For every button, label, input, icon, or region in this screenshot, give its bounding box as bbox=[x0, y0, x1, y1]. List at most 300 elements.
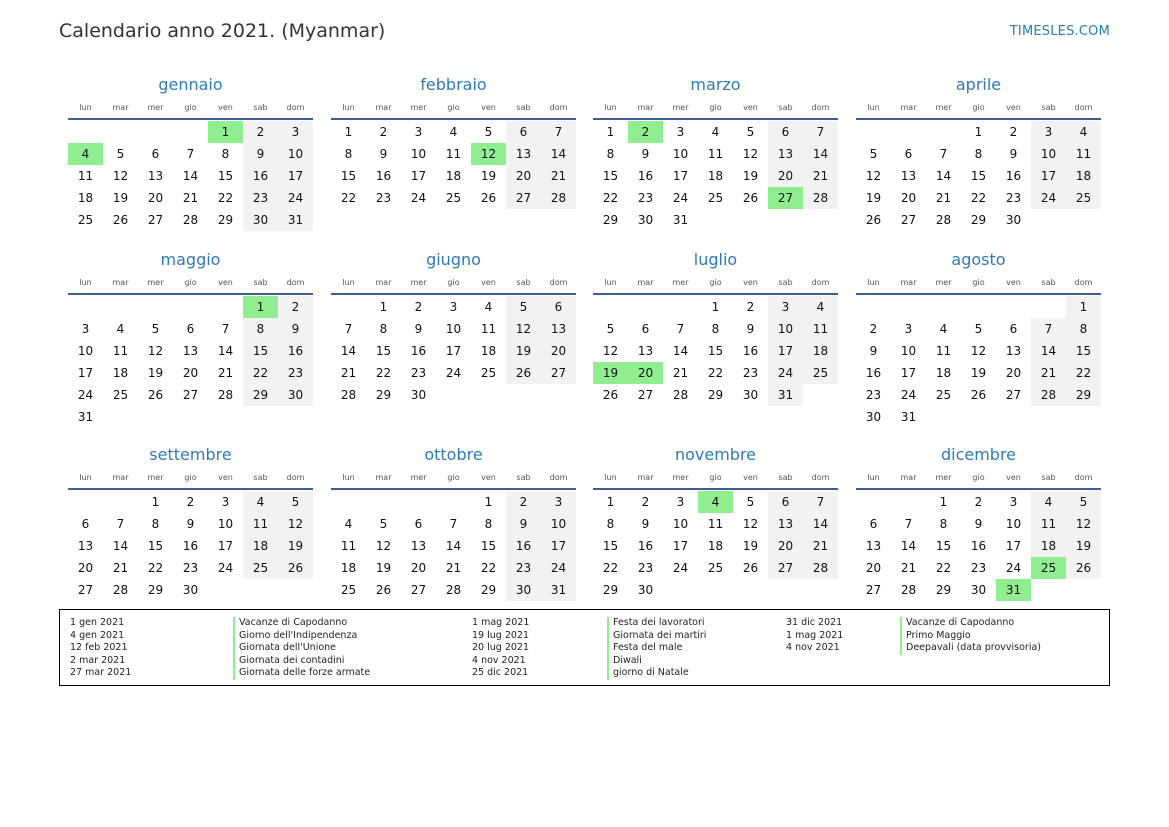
day-cell: 27 bbox=[77, 583, 94, 597]
weekday-label: gio bbox=[709, 277, 722, 287]
weekday-label: ven bbox=[1006, 472, 1021, 482]
day-cell: 26 bbox=[112, 213, 129, 227]
day-cell: 7 bbox=[803, 491, 838, 513]
day-cell: 12 bbox=[112, 169, 129, 183]
day-cell: 15 bbox=[935, 539, 952, 553]
legend-holiday-name: Deepavali (data provvisoria) bbox=[900, 642, 1041, 655]
day-cell: 8 bbox=[243, 318, 278, 340]
weekday-label: mar bbox=[637, 277, 654, 287]
day-cell: 3 bbox=[221, 495, 230, 509]
day-cell: 19 bbox=[970, 366, 987, 380]
day-cell: 3 bbox=[541, 491, 576, 513]
day-cell: 15 bbox=[243, 340, 278, 362]
day-cell: 10 bbox=[541, 513, 576, 535]
day-grid bbox=[331, 296, 576, 406]
day-cell: 18 bbox=[243, 535, 278, 557]
day-cell: 4 bbox=[344, 517, 353, 531]
weekday-label: mar bbox=[900, 102, 917, 112]
day-cell: 9 bbox=[1009, 147, 1018, 161]
day-cell: 8 bbox=[484, 517, 493, 531]
weekday-header bbox=[68, 96, 313, 120]
day-cell: 16 bbox=[243, 165, 278, 187]
weekday-label: lun bbox=[867, 472, 880, 482]
day-cell: 2 bbox=[414, 300, 423, 314]
day-cell: 9 bbox=[746, 322, 755, 336]
month-name: febbraio bbox=[420, 75, 487, 94]
day-cell: 10 bbox=[217, 517, 234, 531]
day-cell: 22 bbox=[147, 561, 164, 575]
day-cell: 5 bbox=[151, 322, 160, 336]
day-cell: 25 bbox=[243, 557, 278, 579]
day-cell: 2 bbox=[1009, 125, 1018, 139]
day-cell: 20 bbox=[410, 561, 427, 575]
weekday-label: dom bbox=[549, 102, 568, 112]
empty-cell bbox=[891, 491, 926, 513]
weekday-label: dom bbox=[286, 472, 305, 482]
day-cell: 25 bbox=[707, 561, 724, 575]
day-cell: 29 bbox=[480, 583, 497, 597]
day-cell: 15 bbox=[217, 169, 234, 183]
day-cell: 9 bbox=[278, 318, 313, 340]
day-cell: 27 bbox=[410, 583, 427, 597]
day-cell: 22 bbox=[217, 191, 234, 205]
day-cell: 15 bbox=[602, 169, 619, 183]
empty-cell bbox=[103, 121, 138, 143]
day-cell: 5 bbox=[746, 125, 755, 139]
weekday-label: gio bbox=[972, 472, 985, 482]
day-cell: 26 bbox=[742, 561, 759, 575]
day-cell: 8 bbox=[151, 517, 160, 531]
day-cell: 18 bbox=[707, 539, 724, 553]
legend-holiday-name: Giornata delle forze armate bbox=[233, 667, 370, 680]
day-cell: 25 bbox=[707, 191, 724, 205]
empty-cell bbox=[208, 296, 243, 318]
holiday-day: 27 bbox=[768, 187, 803, 209]
day-cell: 11 bbox=[1031, 513, 1066, 535]
legend-names-2 bbox=[607, 617, 706, 680]
empty-cell bbox=[926, 121, 961, 143]
day-cell: 8 bbox=[606, 147, 615, 161]
day-cell: 17 bbox=[768, 340, 803, 362]
day-cell: 7 bbox=[1031, 318, 1066, 340]
day-cell: 2 bbox=[243, 121, 278, 143]
day-cell: 14 bbox=[340, 344, 357, 358]
weekday-label: lun bbox=[867, 277, 880, 287]
weekday-label: ven bbox=[743, 472, 758, 482]
day-cell: 9 bbox=[243, 143, 278, 165]
day-cell: 17 bbox=[217, 539, 234, 553]
day-cell: 30 bbox=[637, 213, 654, 227]
day-cell: 30 bbox=[637, 583, 654, 597]
page-title: Calendario anno 2021. (Myanmar) bbox=[59, 20, 386, 42]
weekday-header bbox=[331, 271, 576, 295]
site-link[interactable]: TIMESLES.COM bbox=[1009, 24, 1110, 39]
weekday-label: ven bbox=[1006, 102, 1021, 112]
day-cell: 21 bbox=[182, 191, 199, 205]
day-cell: 3 bbox=[904, 322, 913, 336]
day-cell: 8 bbox=[1066, 318, 1101, 340]
day-cell: 24 bbox=[541, 557, 576, 579]
day-cell: 27 bbox=[865, 583, 882, 597]
day-cell: 18 bbox=[480, 344, 497, 358]
day-cell: 21 bbox=[340, 366, 357, 380]
day-cell: 7 bbox=[904, 517, 913, 531]
day-cell: 24 bbox=[217, 561, 234, 575]
day-cell: 8 bbox=[606, 517, 615, 531]
day-cell: 26 bbox=[147, 388, 164, 402]
weekday-label: gio bbox=[709, 472, 722, 482]
day-cell: 3 bbox=[278, 121, 313, 143]
day-cell: 19 bbox=[112, 191, 129, 205]
day-cell: 14 bbox=[445, 539, 462, 553]
empty-cell bbox=[68, 296, 103, 318]
day-cell: 29 bbox=[707, 388, 724, 402]
day-cell: 10 bbox=[1031, 143, 1066, 165]
day-cell: 23 bbox=[375, 191, 392, 205]
weekday-header bbox=[68, 271, 313, 295]
day-cell: 24 bbox=[1005, 561, 1022, 575]
legend-holiday-name: Vacanze di Capodanno bbox=[900, 617, 1041, 630]
day-cell: 28 bbox=[182, 213, 199, 227]
day-cell: 2 bbox=[746, 300, 755, 314]
empty-cell bbox=[628, 296, 663, 318]
weekday-label: mar bbox=[900, 472, 917, 482]
day-cell: 26 bbox=[742, 191, 759, 205]
weekday-label: mer bbox=[410, 102, 427, 112]
weekday-label: mer bbox=[672, 102, 689, 112]
weekday-label: gio bbox=[447, 472, 460, 482]
day-cell: 24 bbox=[445, 366, 462, 380]
weekday-label: sab bbox=[516, 277, 531, 287]
day-cell: 20 bbox=[768, 535, 803, 557]
day-cell: 6 bbox=[1009, 322, 1018, 336]
month-novembre bbox=[593, 442, 838, 601]
day-cell: 21 bbox=[217, 366, 234, 380]
weekday-label: mar bbox=[375, 277, 392, 287]
day-cell: 20 bbox=[541, 340, 576, 362]
day-cell: 1 bbox=[151, 495, 160, 509]
empty-cell bbox=[856, 121, 891, 143]
day-cell: 13 bbox=[768, 513, 803, 535]
day-cell: 11 bbox=[1066, 143, 1101, 165]
day-cell: 7 bbox=[116, 517, 125, 531]
day-cell: 17 bbox=[672, 539, 689, 553]
day-cell: 4 bbox=[243, 491, 278, 513]
month-ottobre bbox=[331, 442, 576, 601]
holiday-day: 20 bbox=[628, 362, 663, 384]
month-name: agosto bbox=[951, 250, 1006, 269]
day-cell: 6 bbox=[186, 322, 195, 336]
day-cell: 10 bbox=[278, 143, 313, 165]
day-cell: 21 bbox=[112, 561, 129, 575]
day-cell: 4 bbox=[711, 125, 720, 139]
day-cell: 4 bbox=[803, 296, 838, 318]
day-cell: 14 bbox=[182, 169, 199, 183]
day-cell: 3 bbox=[1031, 121, 1066, 143]
weekday-label: ven bbox=[218, 472, 233, 482]
day-cell: 9 bbox=[641, 517, 650, 531]
day-cell: 18 bbox=[1066, 165, 1101, 187]
weekday-label: sab bbox=[516, 472, 531, 482]
day-cell: 19 bbox=[480, 169, 497, 183]
day-cell: 13 bbox=[768, 143, 803, 165]
legend-holiday-name: Giorno dell'Indipendenza bbox=[233, 630, 370, 643]
day-cell: 17 bbox=[900, 366, 917, 380]
weekday-label: sab bbox=[253, 277, 268, 287]
weekday-label: gio bbox=[184, 102, 197, 112]
day-cell: 23 bbox=[970, 561, 987, 575]
weekday-label: lun bbox=[604, 277, 617, 287]
empty-cell bbox=[68, 121, 103, 143]
day-cell: 22 bbox=[480, 561, 497, 575]
weekday-header bbox=[856, 466, 1101, 490]
day-cell: 22 bbox=[707, 366, 724, 380]
day-cell: 5 bbox=[484, 125, 493, 139]
empty-cell bbox=[103, 296, 138, 318]
day-grid bbox=[856, 491, 1101, 601]
day-cell: 26 bbox=[970, 388, 987, 402]
day-cell: 24 bbox=[278, 187, 313, 209]
weekday-header bbox=[856, 96, 1101, 120]
day-cell: 7 bbox=[186, 147, 195, 161]
legend-names-3 bbox=[900, 617, 1041, 655]
day-cell: 12 bbox=[506, 318, 541, 340]
day-cell: 27 bbox=[900, 213, 917, 227]
holiday-day: 1 bbox=[208, 121, 243, 143]
day-cell: 7 bbox=[803, 121, 838, 143]
weekday-label: sab bbox=[778, 277, 793, 287]
day-grid bbox=[593, 296, 838, 406]
day-cell: 2 bbox=[869, 322, 878, 336]
empty-cell bbox=[856, 491, 891, 513]
day-cell: 23 bbox=[637, 561, 654, 575]
weekday-label: mer bbox=[672, 277, 689, 287]
weekday-label: mar bbox=[637, 472, 654, 482]
legend-date: 19 lug 2021 bbox=[472, 629, 529, 641]
day-cell: 1 bbox=[974, 125, 983, 139]
day-cell: 24 bbox=[410, 191, 427, 205]
holiday-day: 12 bbox=[471, 143, 506, 165]
day-cell: 3 bbox=[676, 125, 685, 139]
day-cell: 5 bbox=[116, 147, 125, 161]
weekday-header bbox=[856, 271, 1101, 295]
day-cell: 1 bbox=[484, 495, 493, 509]
weekday-label: mar bbox=[375, 102, 392, 112]
day-cell: 19 bbox=[742, 539, 759, 553]
day-cell: 12 bbox=[970, 344, 987, 358]
day-cell: 10 bbox=[1005, 517, 1022, 531]
day-cell: 18 bbox=[803, 340, 838, 362]
day-cell: 15 bbox=[602, 539, 619, 553]
day-cell: 4 bbox=[484, 300, 493, 314]
day-cell: 8 bbox=[379, 322, 388, 336]
weekday-label: sab bbox=[778, 102, 793, 112]
day-cell: 4 bbox=[1066, 121, 1101, 143]
day-cell: 18 bbox=[935, 366, 952, 380]
day-cell: 21 bbox=[803, 535, 838, 557]
day-cell: 14 bbox=[217, 344, 234, 358]
day-cell: 6 bbox=[506, 121, 541, 143]
month-name: settembre bbox=[149, 445, 232, 464]
day-cell: 16 bbox=[1005, 169, 1022, 183]
day-cell: 23 bbox=[410, 366, 427, 380]
day-cell: 20 bbox=[506, 165, 541, 187]
day-cell: 16 bbox=[375, 169, 392, 183]
day-cell: 21 bbox=[672, 366, 689, 380]
day-cell: 23 bbox=[742, 366, 759, 380]
day-cell: 22 bbox=[375, 366, 392, 380]
empty-cell bbox=[401, 491, 436, 513]
day-cell: 29 bbox=[970, 213, 987, 227]
empty-cell bbox=[663, 296, 698, 318]
weekday-label: mar bbox=[900, 277, 917, 287]
legend-holiday-name: Festa dei lavoratori bbox=[607, 617, 706, 630]
empty-cell bbox=[173, 121, 208, 143]
day-cell: 23 bbox=[243, 187, 278, 209]
weekday-label: mer bbox=[935, 102, 952, 112]
day-cell: 30 bbox=[742, 388, 759, 402]
weekday-header bbox=[68, 466, 313, 490]
empty-cell bbox=[891, 121, 926, 143]
day-cell: 22 bbox=[1066, 362, 1101, 384]
day-cell: 17 bbox=[1031, 165, 1066, 187]
day-cell: 1 bbox=[939, 495, 948, 509]
day-cell: 27 bbox=[182, 388, 199, 402]
day-cell: 17 bbox=[1005, 539, 1022, 553]
legend-date: 2 mar 2021 bbox=[70, 654, 126, 666]
legend-date: 20 lug 2021 bbox=[472, 642, 529, 653]
day-cell: 1 bbox=[606, 125, 615, 139]
day-cell: 29 bbox=[147, 583, 164, 597]
day-cell: 12 bbox=[375, 539, 392, 553]
day-cell: 28 bbox=[445, 583, 462, 597]
day-cell: 18 bbox=[77, 191, 94, 205]
day-cell: 4 bbox=[116, 322, 125, 336]
day-grid bbox=[593, 121, 838, 231]
day-cell: 7 bbox=[449, 517, 458, 531]
weekday-label: lun bbox=[79, 277, 92, 287]
day-cell: 21 bbox=[1031, 362, 1066, 384]
legend-names-1 bbox=[233, 617, 370, 680]
day-cell: 21 bbox=[541, 165, 576, 187]
day-cell: 11 bbox=[935, 344, 952, 358]
day-cell: 6 bbox=[641, 322, 650, 336]
day-cell: 15 bbox=[340, 169, 357, 183]
day-cell: 24 bbox=[77, 388, 94, 402]
day-cell: 25 bbox=[803, 362, 838, 384]
day-cell: 27 bbox=[768, 557, 803, 579]
day-cell: 1 bbox=[711, 300, 720, 314]
month-aprile bbox=[856, 72, 1101, 231]
month-maggio bbox=[68, 247, 313, 428]
day-grid bbox=[68, 296, 313, 428]
day-cell: 31 bbox=[900, 410, 917, 424]
day-cell: 14 bbox=[112, 539, 129, 553]
day-cell: 8 bbox=[221, 147, 230, 161]
day-cell: 10 bbox=[445, 322, 462, 336]
day-cell: 14 bbox=[935, 169, 952, 183]
day-cell: 22 bbox=[602, 191, 619, 205]
legend-date: 4 nov 2021 bbox=[472, 654, 526, 666]
legend-date: 4 gen 2021 bbox=[70, 629, 125, 641]
day-cell: 12 bbox=[1066, 513, 1101, 535]
month-dicembre bbox=[856, 442, 1101, 601]
day-cell: 16 bbox=[637, 539, 654, 553]
legend-holiday-name: Giornata dei martiri bbox=[607, 630, 706, 643]
day-cell: 24 bbox=[672, 191, 689, 205]
day-cell: 25 bbox=[340, 583, 357, 597]
day-cell: 31 bbox=[541, 579, 576, 601]
day-cell: 20 bbox=[1005, 366, 1022, 380]
day-cell: 11 bbox=[707, 517, 724, 531]
day-cell: 4 bbox=[449, 125, 458, 139]
day-cell: 31 bbox=[672, 213, 689, 227]
weekday-label: sab bbox=[516, 102, 531, 112]
day-cell: 10 bbox=[672, 517, 689, 531]
empty-cell bbox=[138, 296, 173, 318]
day-cell: 17 bbox=[77, 366, 94, 380]
day-cell: 13 bbox=[1005, 344, 1022, 358]
month-name: ottobre bbox=[424, 445, 483, 464]
day-cell: 6 bbox=[869, 517, 878, 531]
day-cell: 16 bbox=[637, 169, 654, 183]
day-cell: 6 bbox=[541, 296, 576, 318]
day-cell: 26 bbox=[602, 388, 619, 402]
day-cell: 15 bbox=[970, 169, 987, 183]
day-cell: 2 bbox=[278, 296, 313, 318]
day-cell: 15 bbox=[480, 539, 497, 553]
month-name: luglio bbox=[693, 250, 738, 269]
day-cell: 29 bbox=[1066, 384, 1101, 406]
day-cell: 5 bbox=[974, 322, 983, 336]
day-cell: 14 bbox=[1031, 340, 1066, 362]
day-cell: 19 bbox=[1066, 535, 1101, 557]
day-cell: 29 bbox=[602, 583, 619, 597]
day-cell: 24 bbox=[1031, 187, 1066, 209]
day-cell: 13 bbox=[900, 169, 917, 183]
day-cell: 16 bbox=[742, 344, 759, 358]
weekday-label: gio bbox=[709, 102, 722, 112]
day-cell: 16 bbox=[278, 340, 313, 362]
holiday-legend bbox=[59, 609, 1110, 686]
weekday-label: mar bbox=[112, 102, 129, 112]
day-grid bbox=[856, 121, 1101, 231]
day-cell: 26 bbox=[1066, 557, 1101, 579]
day-cell: 14 bbox=[900, 539, 917, 553]
day-cell: 1 bbox=[344, 125, 353, 139]
day-cell: 5 bbox=[1066, 491, 1101, 513]
day-cell: 10 bbox=[672, 147, 689, 161]
weekday-label: mar bbox=[112, 277, 129, 287]
day-cell: 24 bbox=[672, 561, 689, 575]
weekday-header bbox=[593, 96, 838, 120]
legend-date: 12 feb 2021 bbox=[70, 642, 128, 653]
day-cell: 30 bbox=[243, 209, 278, 231]
weekday-label: mer bbox=[935, 472, 952, 482]
day-cell: 7 bbox=[676, 322, 685, 336]
weekday-label: lun bbox=[79, 472, 92, 482]
weekday-label: ven bbox=[481, 472, 496, 482]
day-cell: 9 bbox=[974, 517, 983, 531]
day-cell: 20 bbox=[768, 165, 803, 187]
empty-cell bbox=[856, 296, 891, 318]
weekday-label: sab bbox=[253, 472, 268, 482]
empty-cell bbox=[593, 296, 628, 318]
day-cell: 13 bbox=[506, 143, 541, 165]
day-cell: 11 bbox=[480, 322, 497, 336]
day-cell: 5 bbox=[869, 147, 878, 161]
day-cell: 11 bbox=[112, 344, 129, 358]
